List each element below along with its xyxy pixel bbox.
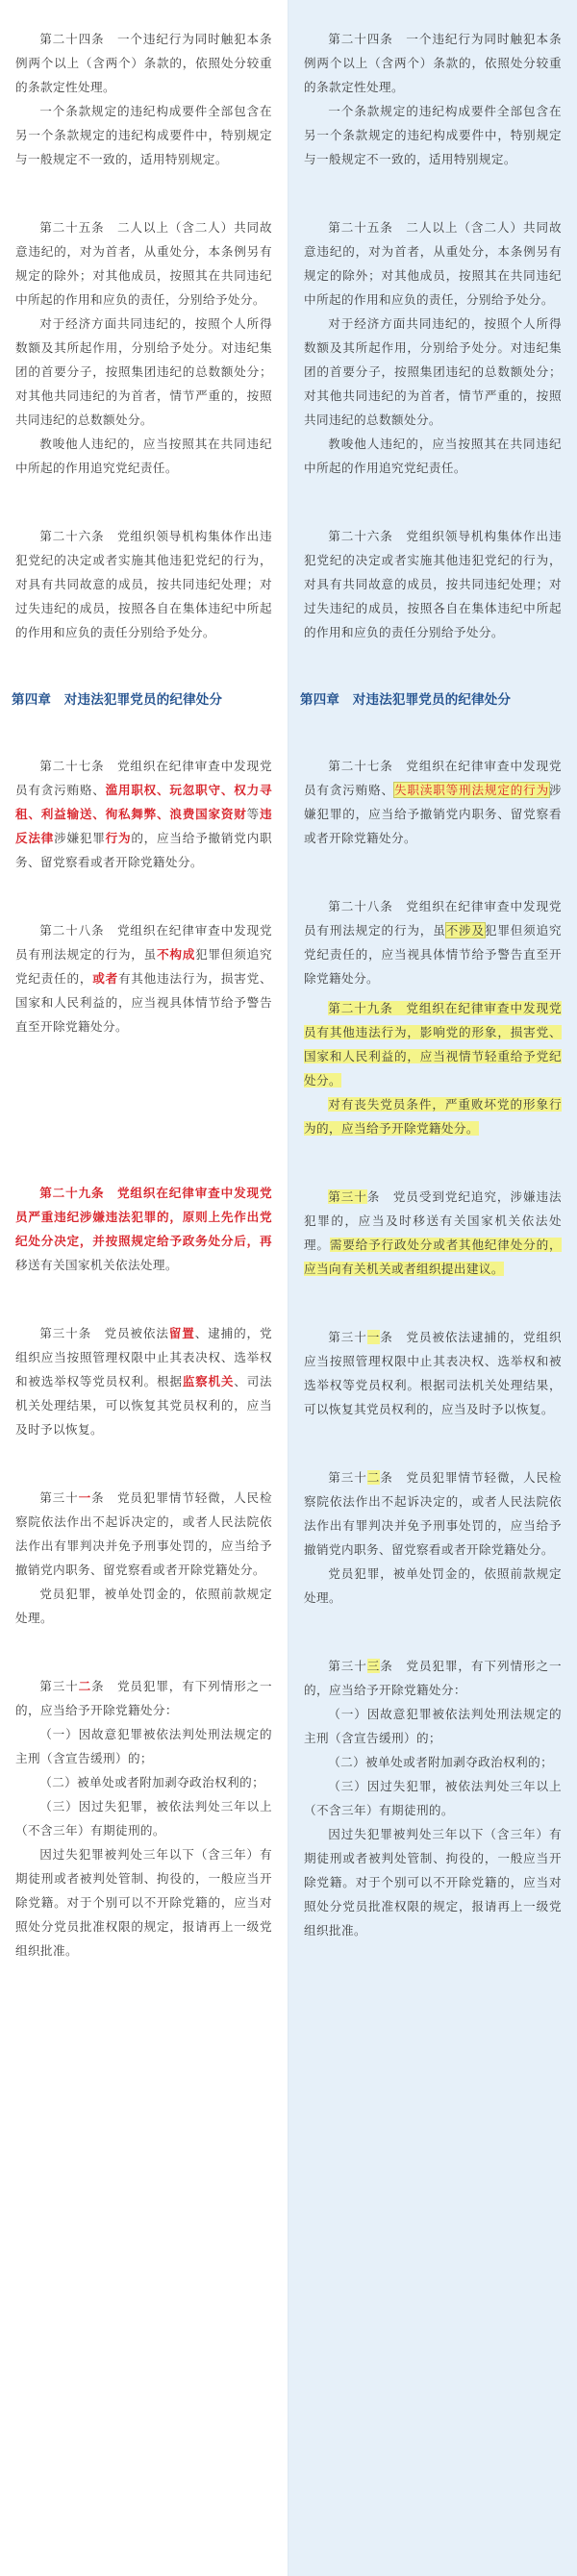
left-column bbox=[0, 0, 288, 2576]
highlighted-text: 失职渎职等刑法规定的行为 bbox=[393, 783, 549, 797]
right-art29-p1 bbox=[304, 996, 562, 1092]
text: 等 bbox=[246, 807, 260, 821]
right-column bbox=[288, 0, 577, 2576]
right-art33-item1: （一）因故意犯罪被依法判处刑法规定的主刑（含宣告缓刑）的； bbox=[304, 1707, 562, 1745]
highlighted-text: 第三十 bbox=[328, 1189, 367, 1204]
left-art26-p1: 第二十六条 党组织领导机构集体作出违犯党纪的决定或者实施其他违犯党纪的行为，对具有共同故意的成员，按共同违纪处理；对过失违纪的成员，按照各自在集体违纪中所起的作用和应负的责任分别给予处分。 bbox=[15, 529, 272, 639]
right-art33-item3: （三）因过失犯罪，被依法判处三年以上（不含三年）有期徒刑的。 bbox=[304, 1779, 562, 1817]
highlighted-text: 第二十九条 党组织在纪律审查中发现党员有其他违法行为，影响党的形象，损害党、国家和人民利益的，应当视情节轻重给予党纪处分。 bbox=[304, 1001, 562, 1088]
added-text: 第二十九条 党组织在纪律审查中发现党员严重违纪涉嫌违法犯罪的，原则上先作出党纪处分决定，并按照规定给予政务处分后，再 bbox=[15, 1186, 272, 1248]
right-art31-p1 bbox=[304, 1325, 562, 1421]
left-spacer bbox=[15, 1083, 272, 1181]
changed-number: 一 bbox=[366, 1330, 381, 1344]
text: 移送有关国家机关依法处理。 bbox=[15, 1258, 178, 1272]
right-art32-p2: 党员犯罪，被单处罚金的，依照前款规定处理。 bbox=[304, 1566, 562, 1605]
right-art33-item2: （二）被单处或者附加剥夺政治权利的； bbox=[328, 1755, 554, 1769]
left-article-29 bbox=[15, 1181, 272, 1277]
left-article-31 bbox=[15, 1486, 272, 1630]
text: 条 党员犯罪情节轻微，人民检察院依法作出不起诉决定的，或者人民法院依法作出有罪判决并免予刑事处罚的，应当给予撤销党内职务、留党察看或者开除党籍处分。 bbox=[304, 1470, 563, 1557]
right-article-25 bbox=[304, 215, 562, 480]
right-article-31 bbox=[304, 1325, 562, 1421]
text: 犯罪但须追究党纪责任的， bbox=[15, 947, 273, 986]
right-art29-p2 bbox=[304, 1092, 562, 1140]
text: 涉嫌犯罪的，应当给予撤销党内职务、留党察看或者开除党籍处分。 bbox=[304, 783, 562, 845]
right-art32-p1 bbox=[304, 1465, 562, 1562]
text: 第二十七条 党组织在纪律审查中发现党员有贪污贿赂、 bbox=[15, 759, 272, 797]
left-art25-p3: 教唆他人违纪的，应当按照其在共同违纪中所起的作用追究党纪责任。 bbox=[15, 437, 272, 475]
text: 第二十七条 党组织在纪律审查中发现党员有贪污贿赂、 bbox=[304, 759, 562, 797]
right-article-30 bbox=[304, 1185, 562, 1281]
left-article-28 bbox=[15, 918, 272, 1038]
right-art24-p1: 第二十四条 一个违纪行为同时触犯本条例两个以上（含两个）条款的，依照处分较重的条款定性处理。 bbox=[304, 32, 562, 94]
right-art30-p1 bbox=[304, 1185, 562, 1281]
right-art27-p1 bbox=[304, 754, 562, 850]
added-text: 滥用职权、玩忽职守、权力寻租、利益输送、徇私舞弊、浪费国家资财 bbox=[15, 783, 272, 821]
left-art30-p1 bbox=[15, 1321, 272, 1441]
left-art28-p1 bbox=[15, 918, 272, 1038]
text: 第三十 bbox=[328, 1659, 367, 1673]
right-art25-p2: 对于经济方面共同违纪的，按照个人所得数额及其所起作用，分别给予处分。对违纪集团的首要分子，按照集团违纪的总数额处分；对其他共同违纪的为首者，情节严重的，按照共同违纪的总数额处分。 bbox=[304, 316, 562, 427]
text: 第三十条 党员被依法 bbox=[39, 1326, 169, 1340]
changed-number: 二 bbox=[78, 1679, 92, 1693]
left-art25-p2: 对于经济方面共同违纪的，按照个人所得数额及其所起作用，分别给予处分。对违纪集团的首要分子，按照集团违纪的总数额处分；对其他共同违纪的为首者，情节严重的，按照共同违纪的总数额处分。 bbox=[15, 316, 272, 427]
added-text: 违反法律 bbox=[15, 807, 272, 845]
left-art25-p1: 第二十五条 二人以上（含二人）共同故意违纪的，对为首者，从重处分，本条例另有规定的除外；对其他成员，按照其在共同违纪中所起的作用和应负的责任，分别给予处分。 bbox=[15, 220, 272, 307]
left-art32-item3: （三）因过失犯罪，被依法判处三年以上（不含三年）有期徒刑的。 bbox=[15, 1799, 272, 1838]
text: 条 党员犯罪，有下列情形之一的，应当给予开除党籍处分： bbox=[304, 1659, 563, 1697]
left-article-25 bbox=[15, 215, 272, 480]
right-article-24 bbox=[304, 27, 562, 171]
text: 的，应当给予撤销党内职务、留党察看或者开除党籍处分。 bbox=[15, 831, 272, 869]
highlighted-text: 需要给予行政处分或者其他纪律处分的，应当向有关机关或者组织提出建议。 bbox=[304, 1238, 562, 1276]
right-art24-p2: 一个条款规定的违纪构成要件全部包含在另一个条款规定的违纪构成要件中，特别规定与一般规定不一致的，适用特别规定。 bbox=[304, 104, 562, 166]
left-article-32 bbox=[15, 1674, 272, 1963]
text: 条 党员被依法逮捕的，党组织应当按照管理权限中止其表决权、选举权和被选举权等党员权利。根据司法机关处理结果，可以恢复其党员权利的，应当及时予以恢复。 bbox=[304, 1330, 563, 1416]
left-article-26 bbox=[15, 524, 272, 644]
left-art31-p2: 党员犯罪，被单处罚金的，依照前款规定处理。 bbox=[15, 1587, 272, 1625]
right-art25-p1: 第二十五条 二人以上（含二人）共同故意违纪的，对为首者，从重处分，本条例另有规定的除外；对其他成员，按照其在共同违纪中所起的作用和应负的责任，分别给予处分。 bbox=[304, 220, 562, 307]
left-art29-p1 bbox=[15, 1181, 272, 1277]
text: 条 党员犯罪情节轻微，人民检察院依法作出不起诉决定的，或者人民法院依法作出有罪判决并免予刑事处罚的，应当给予撤销党内职务、留党察看或者开除党籍处分。 bbox=[15, 1490, 273, 1577]
right-article-26 bbox=[304, 524, 562, 644]
left-art24-p1: 第二十四条 一个违纪行为同时触犯本条例两个以上（含两个）条款的，依照处分较重的条款定性处理。 bbox=[15, 32, 272, 94]
added-text: 留置 bbox=[168, 1326, 195, 1340]
changed-number: 二 bbox=[366, 1470, 381, 1485]
left-article-27 bbox=[15, 754, 272, 874]
highlighted-text: 对有丧失党员条件，严重败坏党的形象行为的，应当给予开除党籍处分。 bbox=[304, 1097, 562, 1136]
right-art26-p1: 第二十六条 党组织领导机构集体作出违犯党纪的决定或者实施其他违犯党纪的行为，对具有共同故意的成员，按共同违纪处理；对过失违纪的成员，按照各自在集体违纪中所起的作用和应负的责任分别给予处分。 bbox=[304, 529, 562, 639]
right-art33-p1 bbox=[304, 1654, 562, 1702]
left-article-24 bbox=[15, 27, 272, 171]
right-art25-p3: 教唆他人违纪的，应当按照其在共同违纪中所起的作用追究党纪责任。 bbox=[304, 437, 562, 475]
left-art24-p2: 一个条款规定的违纪构成要件全部包含在另一个条款规定的违纪构成要件中，特别规定与一般规定不一致的，适用特别规定。 bbox=[15, 104, 272, 166]
text: 涉嫌犯罪 bbox=[54, 831, 106, 845]
text: 第三十 bbox=[39, 1679, 79, 1693]
left-art32-item2: （二）被单处或者附加剥夺政治权利的； bbox=[39, 1775, 265, 1789]
added-text: 或者 bbox=[92, 971, 118, 986]
added-text: 监察机关 bbox=[182, 1374, 235, 1388]
left-art27-p1 bbox=[15, 754, 272, 874]
added-text: 不构成 bbox=[157, 947, 196, 962]
left-chapter-4-title: 第四章 对违法犯罪党员的纪律处分 bbox=[12, 692, 223, 708]
text: 、逮捕的，党组织应当按照管理权限中止其表决权、选举权和被选举权等党员权利。根据 bbox=[15, 1326, 272, 1388]
text: 条 党员犯罪，有下列情形之一的，应当给予开除党籍处分： bbox=[15, 1679, 273, 1717]
text: 有其他违法行为，损害党、国家和人民利益的，应当视具体情节给予警告直至开除党籍处分。 bbox=[15, 971, 272, 1034]
text: 第二十八条 党组织在纪律审查中发现党员有刑法规定的行为，虽 bbox=[15, 923, 272, 962]
right-article-29 bbox=[304, 996, 562, 1140]
right-art33-p2: 因过失犯罪被判处三年以下（含三年）有期徒刑或者被判处管制、拘役的，一般应当开除党籍。对于个别可以不开除党籍的，应当对照处分党员批准权限的规定，报请再上一级党组织批准。 bbox=[304, 1827, 562, 1938]
text: 第三十 bbox=[39, 1490, 79, 1505]
text: 第二十八条 党组织在纪律审查中发现党员有刑法规定的行为，虽 bbox=[304, 899, 562, 938]
text: 第三十 bbox=[328, 1470, 367, 1485]
text: 第三十 bbox=[328, 1330, 367, 1344]
text: 条 党员受到党纪追究，涉嫌违法犯罪的，应当及时移送有关国家机关依法处理。 bbox=[304, 1189, 563, 1252]
right-article-32 bbox=[304, 1465, 562, 1610]
left-article-30 bbox=[15, 1321, 272, 1441]
added-text: 行为 bbox=[105, 831, 132, 845]
left-art32-p1 bbox=[15, 1674, 272, 1722]
right-article-27 bbox=[304, 754, 562, 850]
changed-number: 三 bbox=[366, 1659, 381, 1673]
right-art28-p1 bbox=[304, 894, 562, 990]
right-chapter-4-title: 第四章 对违法犯罪党员的纪律处分 bbox=[300, 692, 512, 708]
changed-number: 一 bbox=[78, 1490, 92, 1505]
left-art31-p1 bbox=[15, 1486, 272, 1582]
right-article-33 bbox=[304, 1654, 562, 1942]
right-article-28 bbox=[304, 894, 562, 990]
left-art32-item1: （一）因故意犯罪被依法判处刑法规定的主刑（含宣告缓刑）的； bbox=[15, 1727, 272, 1765]
highlighted-text: 不涉及 bbox=[445, 923, 485, 938]
text: 犯罪但须追究党纪责任的，应当视具体情节给予警告直至开除党籍处分。 bbox=[304, 923, 563, 986]
left-art32-p2: 因过失犯罪被判处三年以下（含三年）有期徒刑或者被判处管制、拘役的，一般应当开除党籍。对于个别可以不开除党籍的，应当对照处分党员批准权限的规定，报请再上一级党组织批准。 bbox=[15, 1847, 272, 1958]
text: 、司法机关处理结果，可以恢复其党员权利的，应当及时予以恢复。 bbox=[15, 1374, 273, 1437]
